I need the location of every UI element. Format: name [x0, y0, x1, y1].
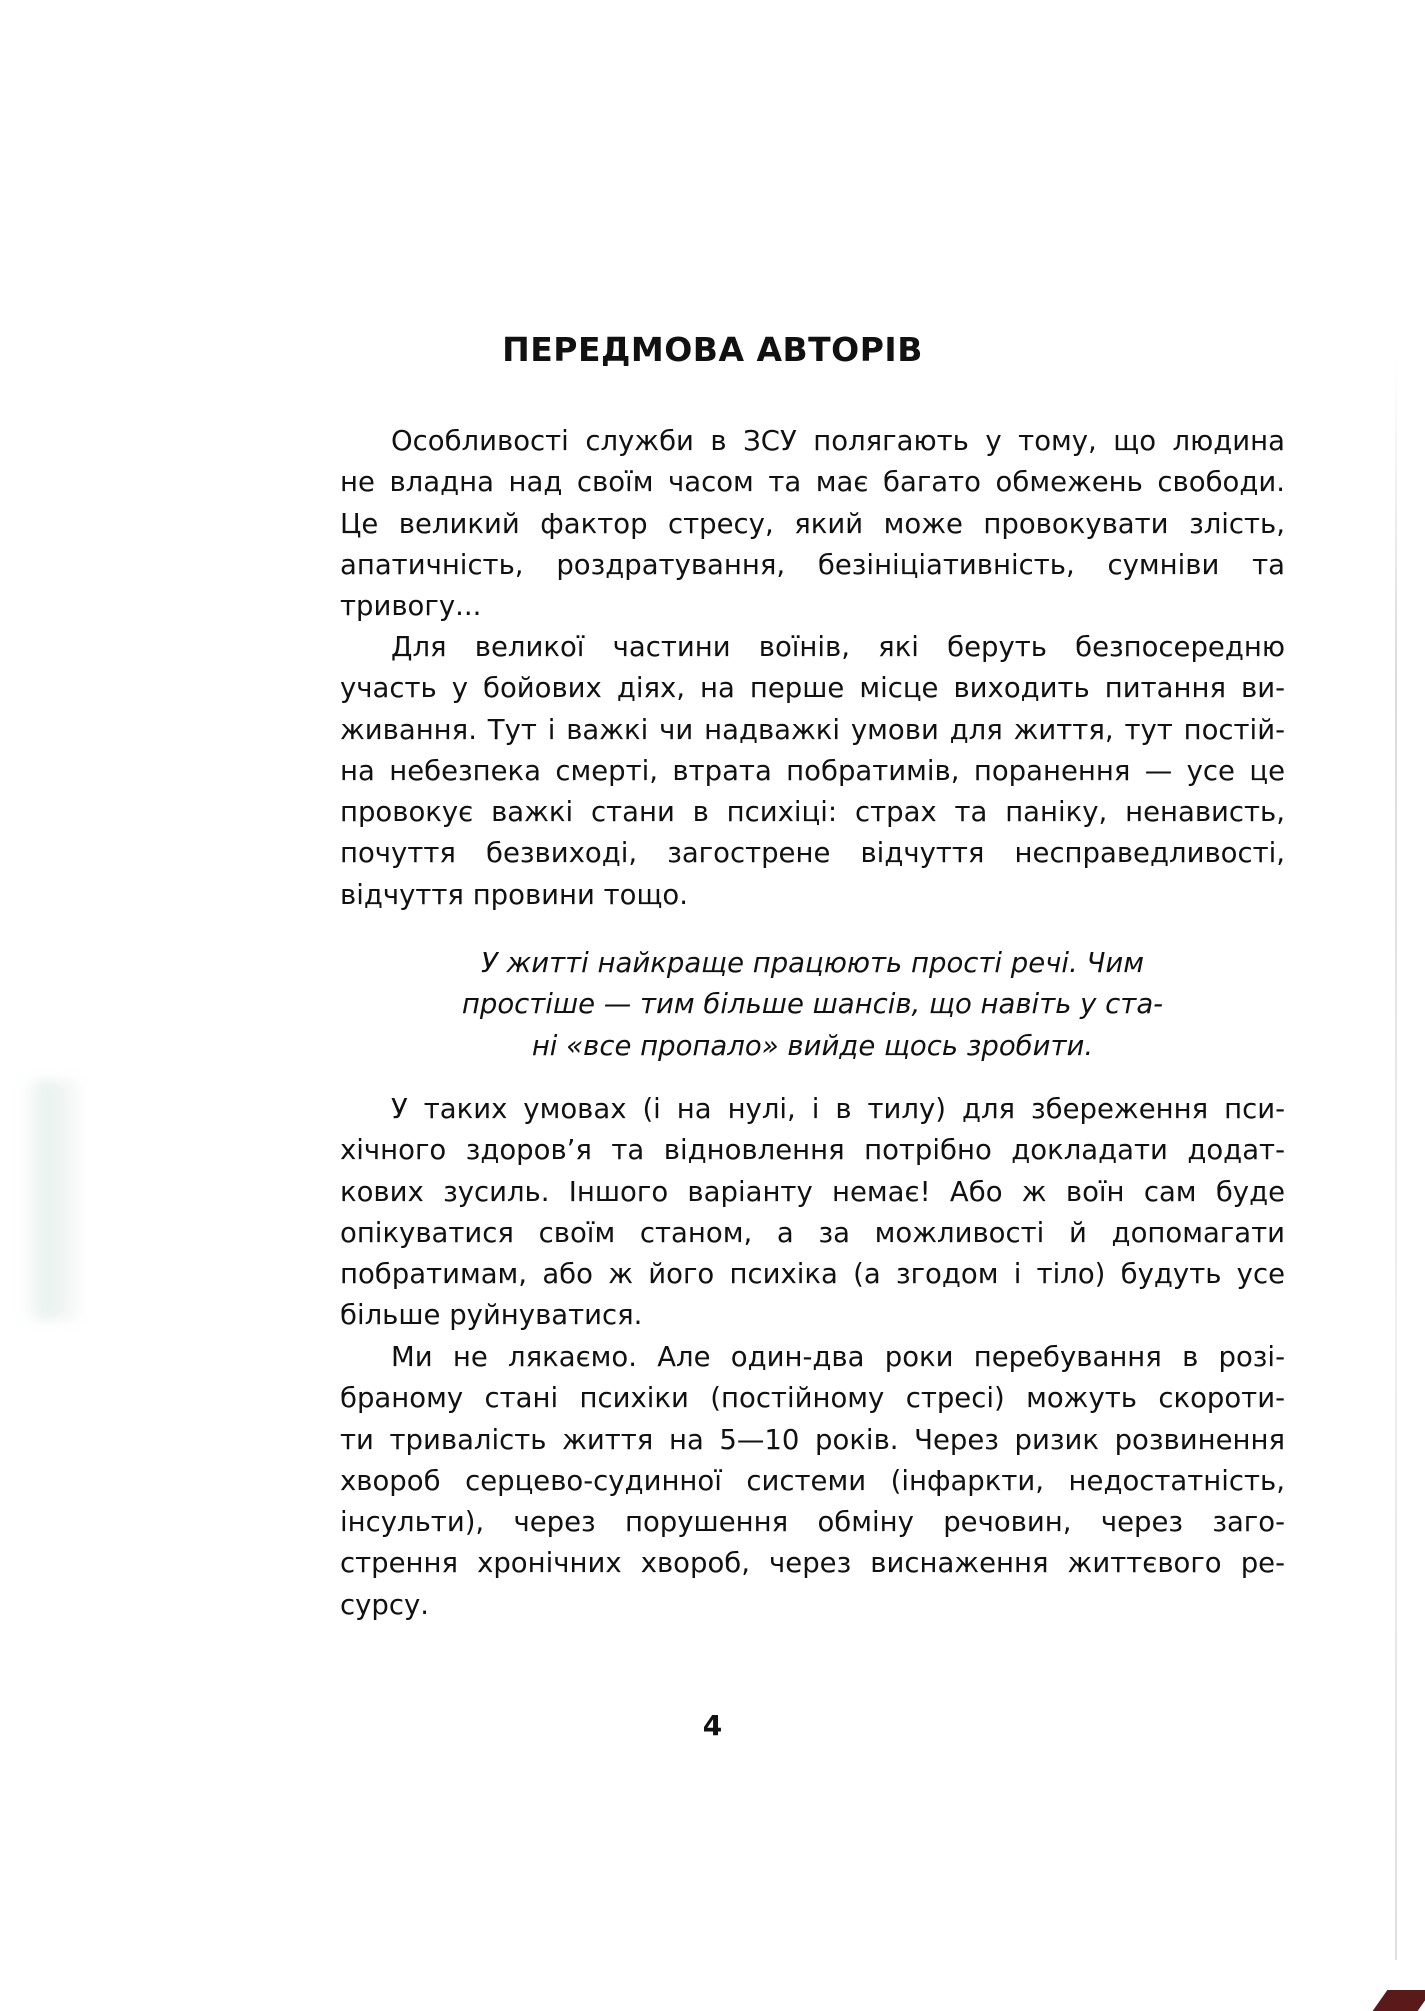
- text-line: тривогу...: [340, 590, 482, 623]
- paragraph-4: [340, 1337, 1285, 1626]
- text-line: стрення хронічних хвороб, через виснаження життєвого ре-: [340, 1547, 1285, 1580]
- text-line: Це великий фактор стресу, який може провокувати злість,: [340, 507, 1285, 540]
- quote-line: У житті найкраще працюють прості речі. Чим: [480, 947, 1145, 979]
- text-line: Ми не лякаємо. Але один-два роки перебування в розі-: [391, 1341, 1285, 1373]
- text-line: Для великої частини воїнів, які беруть безпосередню: [391, 631, 1285, 663]
- paragraph-3: [340, 1089, 1285, 1337]
- text-line: живання. Тут і важкі чи надважкі умови для життя, тут постій-: [340, 713, 1285, 746]
- corner-mark: [1373, 1990, 1425, 2011]
- page-title: ПЕРЕДМОВА АВТОРІВ: [502, 330, 923, 369]
- italic-quote: [340, 943, 1285, 1067]
- page-number: 4: [702, 1709, 723, 1742]
- text-line: апатичність, роздратування, безініціативність, сумніви та: [340, 548, 1285, 581]
- text-line: більше руйнуватися.: [340, 1299, 643, 1332]
- text-line: участь у бойових діях, на перше місце виходить питання ви-: [340, 672, 1285, 705]
- text-line: не владна над своїм часом та має багато обмежень свободи.: [340, 466, 1285, 499]
- text-line: побратимам, або ж його психіка (а згодом і тіло) будуть усе: [340, 1258, 1285, 1291]
- text-line: ти тривалість життя на 5—10 років. Через ризик розвинення: [340, 1423, 1285, 1456]
- text-line: хічного здоров’я та відновлення потрібно докладати додат-: [340, 1134, 1285, 1167]
- text-line: Особливості служби в ЗСУ полягають у тому, що людина: [391, 425, 1285, 457]
- quote-line: ні «все пропало» вийде щось зробити.: [531, 1029, 1094, 1062]
- scan-smudge: [22, 1080, 82, 1320]
- text-line: У таких умовах (і на нулі, і в тилу) для збереження пси-: [391, 1093, 1285, 1125]
- text-line: кових зусиль. Іншого варіанту немає! Або ж воїн сам буде: [340, 1175, 1285, 1208]
- text-line: хвороб серцево-судинної системи (інфаркти, недостатність,: [340, 1464, 1285, 1497]
- quote-line: простіше — тим більше шансів, що навіть у ста-: [461, 988, 1164, 1021]
- text-line: відчуття провини тощо.: [340, 878, 688, 911]
- paragraph-2: [340, 627, 1285, 916]
- text-line: опікуватися своїм станом, а за можливості й допомагати: [340, 1216, 1285, 1249]
- text-line: сурсу.: [340, 1588, 429, 1621]
- paragraph-1: [340, 421, 1285, 627]
- text-line: інсульти), через порушення обміну речовин, через заго-: [340, 1506, 1285, 1539]
- text-line: браному стані психіки (постійному стресі) можуть скороти-: [340, 1382, 1285, 1415]
- text-line: почуття безвиході, загострене відчуття несправедливості,: [340, 837, 1285, 870]
- text-line: на небезпека смерті, втрата побратимів, поранення — усе це: [340, 754, 1285, 787]
- text-line: провокує важкі стани в психіці: страх та паніку, ненависть,: [340, 796, 1285, 829]
